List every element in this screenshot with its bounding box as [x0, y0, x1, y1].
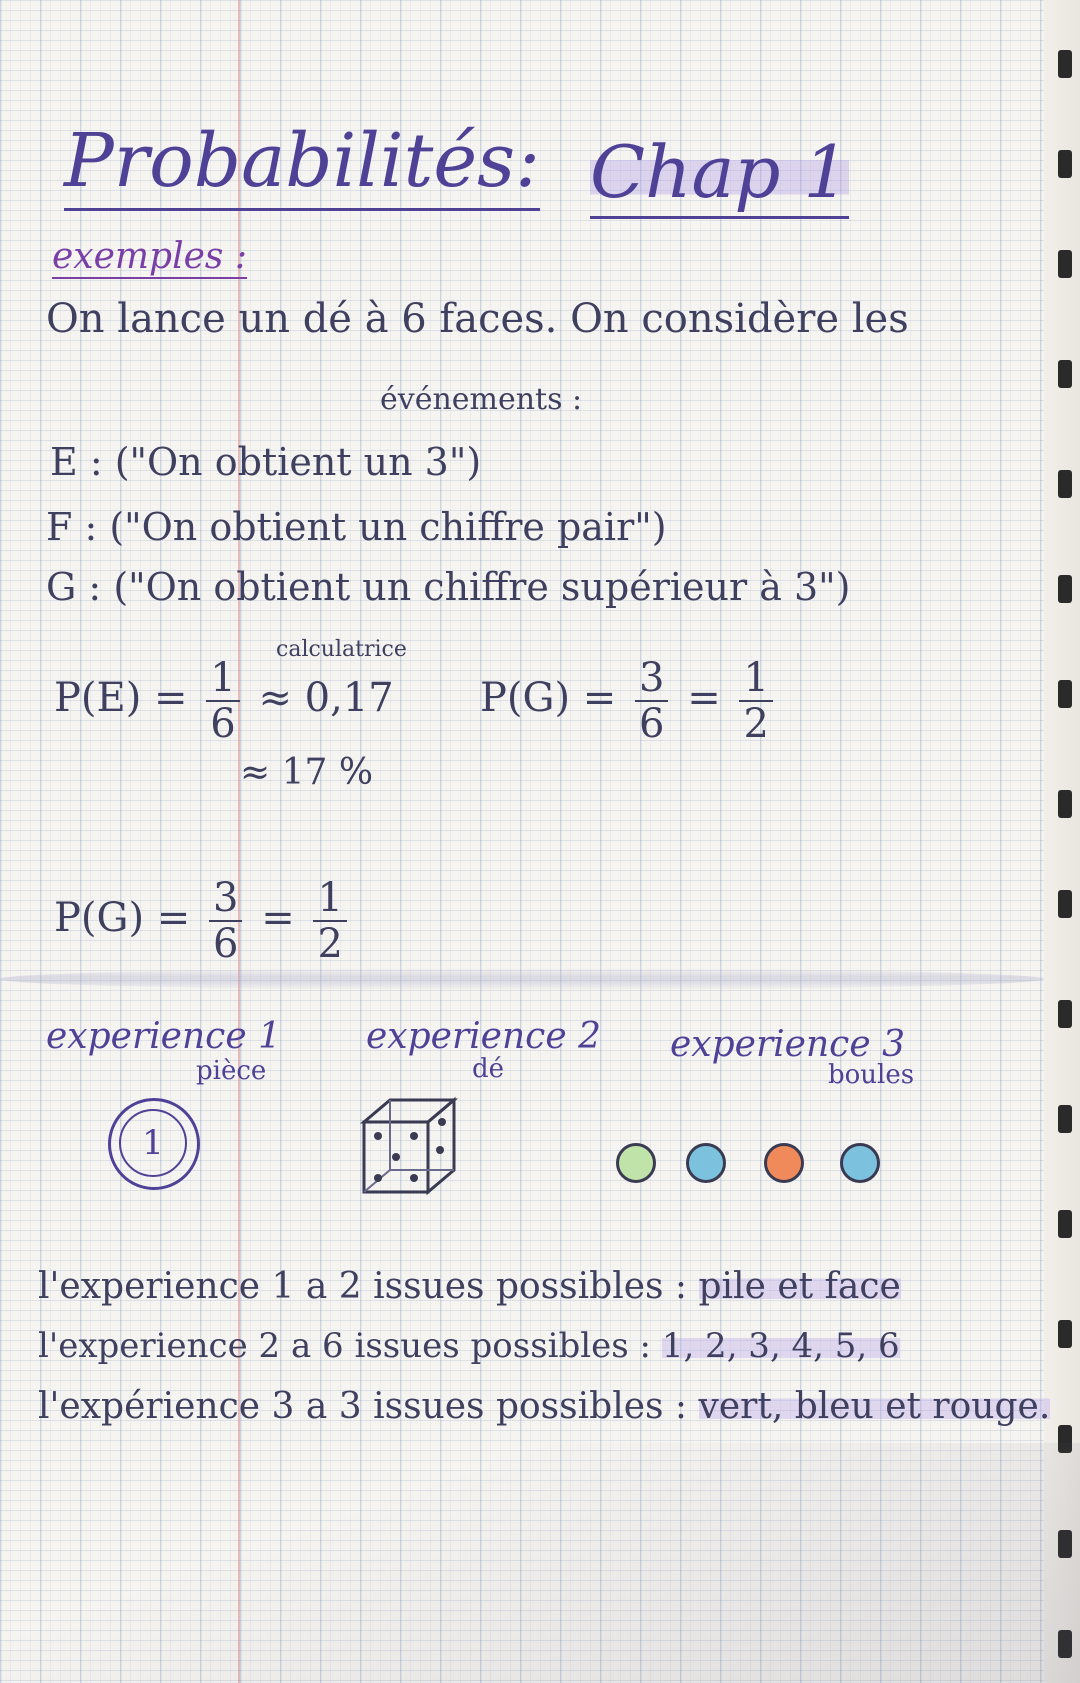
spiral-hole [1058, 50, 1072, 78]
spiral-hole [1058, 790, 1072, 818]
denominator: 2 [743, 701, 769, 747]
fraction [206, 656, 239, 746]
experience-2-label: experience 2 [366, 1016, 601, 1057]
notebook-spiral [1044, 0, 1080, 1683]
formula-pg-2 [54, 876, 353, 966]
calculator-note: calculatrice [276, 637, 407, 662]
experience-3-label: experience 3 [670, 1024, 905, 1065]
spiral-hole [1058, 1320, 1072, 1348]
event-f: F : ("On obtient un chiffre pair") [46, 505, 667, 549]
denominator: 6 [213, 921, 239, 967]
spiral-hole [1058, 360, 1072, 388]
experience-2-sub: dé [472, 1054, 505, 1084]
spiral-hole [1058, 1105, 1072, 1133]
fraction [635, 656, 668, 746]
green-ball-icon [616, 1143, 656, 1183]
spiral-hole [1058, 250, 1072, 278]
event-e: E : ("On obtient un 3") [50, 440, 482, 484]
denominator: 6 [639, 701, 665, 747]
spiral-hole [1058, 575, 1072, 603]
result-line-1 [38, 1266, 901, 1307]
equals-sign: = [687, 675, 721, 721]
denominator: 2 [317, 921, 343, 967]
numerator: 1 [313, 876, 346, 922]
spiral-hole [1058, 150, 1072, 178]
intro-line-2: événements : [380, 382, 583, 417]
die-icon [356, 1092, 466, 1202]
result-line-2 [38, 1326, 900, 1366]
numerator: 1 [206, 656, 239, 702]
spiral-hole [1058, 680, 1072, 708]
coin-face: 1 [119, 1109, 187, 1177]
formula-prefix: P(G) = [480, 675, 617, 721]
spiral-hole [1058, 1210, 1072, 1238]
result-outcomes: pile et face [698, 1266, 901, 1307]
numerator: 1 [739, 656, 772, 702]
fraction [739, 656, 772, 746]
result-line-3 [38, 1386, 1050, 1427]
blue-ball-icon [686, 1143, 726, 1183]
approx-value: ≈ 0,17 [258, 675, 394, 721]
orange-ball-icon [764, 1143, 804, 1183]
formula-prefix: P(G) = [54, 895, 191, 941]
experience-3-sub: boules [828, 1060, 915, 1090]
experience-1-sub: pièce [196, 1056, 267, 1086]
formula-pg-1 [480, 656, 779, 746]
formula-pe [54, 656, 394, 746]
equals-sign: = [261, 895, 295, 941]
result-text: l'expérience 3 a 3 issues possibles : [38, 1386, 699, 1427]
numerator: 3 [209, 876, 242, 922]
spiral-hole [1058, 470, 1072, 498]
page-title: Probabilités: [64, 118, 540, 211]
spiral-hole [1058, 1000, 1072, 1028]
formula-prefix: P(E) = [54, 675, 188, 721]
die-drawing [356, 1092, 466, 1202]
event-g: G : ("On obtient un chiffre supérieur à 3") [46, 565, 851, 609]
result-outcomes: vert, bleu et rouge. [698, 1386, 1051, 1427]
intro-line-1: On lance un dé à 6 faces. On considère les [46, 296, 909, 342]
page-shadow [0, 1443, 1080, 1683]
coin-icon [108, 1098, 200, 1190]
chapter-title: Chap 1 [590, 130, 849, 219]
examples-label: exemples : [52, 236, 247, 277]
denominator: 6 [210, 701, 236, 747]
fraction [313, 876, 346, 966]
percent-approx: ≈ 17 % [240, 752, 374, 793]
numerator: 3 [635, 656, 668, 702]
result-text: l'experience 1 a 2 issues possibles : [38, 1266, 699, 1307]
fraction [209, 876, 242, 966]
blue-ball-icon [840, 1143, 880, 1183]
separator-wave [0, 968, 1044, 990]
result-outcomes: 1, 2, 3, 4, 5, 6 [661, 1326, 900, 1366]
experience-1-label: experience 1 [46, 1016, 281, 1057]
spiral-hole [1058, 890, 1072, 918]
result-text: l'experience 2 a 6 issues possibles : [38, 1326, 662, 1366]
